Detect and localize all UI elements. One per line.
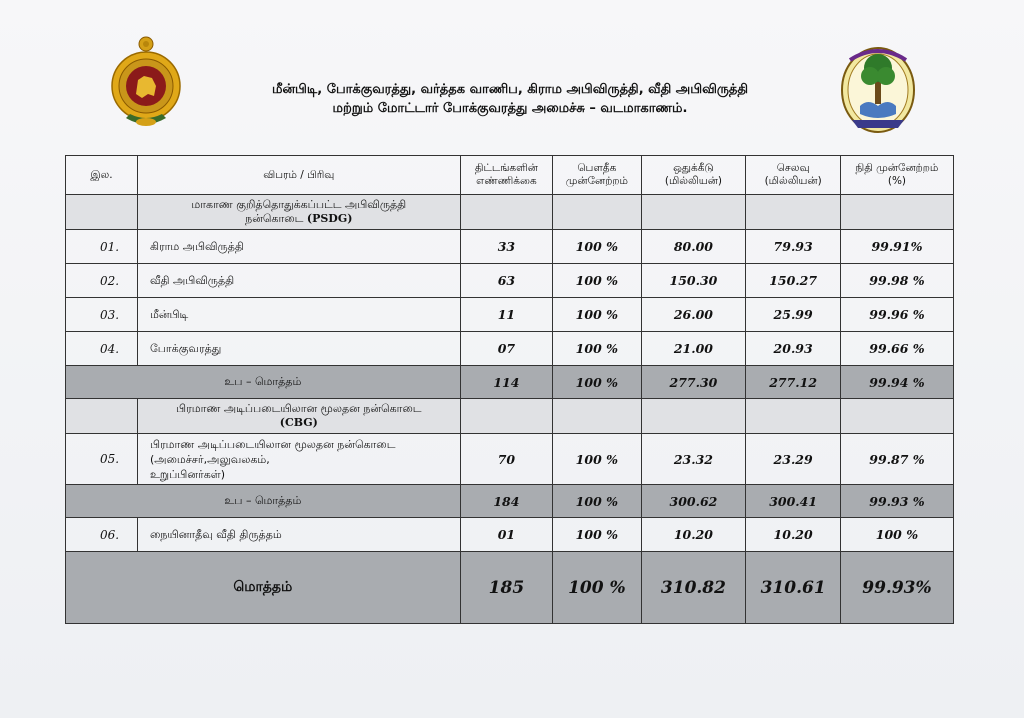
row-expenditure: 25.99 (746, 298, 841, 332)
row-no: 03. (66, 298, 138, 332)
subtotal-allocation: 300.62 (641, 485, 746, 518)
row-physical-progress: 100 % (553, 230, 641, 264)
row-physical-progress: 100 % (553, 298, 641, 332)
row-project-count: 63 (460, 264, 553, 298)
row-description: கிராம அபிவிருத்தி (137, 230, 460, 264)
header-project-count (460, 156, 553, 195)
header-project-count-line2: எண்ணிக்கை (476, 175, 537, 187)
row-no: 05. (66, 434, 138, 485)
table-row (66, 264, 954, 298)
row-expenditure: 150.27 (746, 264, 841, 298)
subtotal-financial-progress: 99.94 % (840, 366, 953, 399)
row-allocation: 150.30 (641, 264, 746, 298)
row-no: 02. (66, 264, 138, 298)
subtotal-label: உப – மொத்தம் (66, 485, 461, 518)
row-project-count: 33 (460, 230, 553, 264)
header-row (66, 156, 954, 195)
subtotal-allocation: 277.30 (641, 366, 746, 399)
section-psdg-line1: மாகாண குறித்தொதுக்கப்பட்ட அபிவிருத்தி (191, 198, 407, 211)
row-description: வீதி அபிவிருத்தி (137, 264, 460, 298)
total-allocation: 310.82 (641, 552, 746, 624)
row-allocation: 21.00 (641, 332, 746, 366)
row-financial-progress: 99.96 % (840, 298, 953, 332)
header-expenditure (746, 156, 841, 195)
header-physical-line2: முன்னேற்றம் (565, 175, 628, 187)
row-project-count: 70 (460, 434, 553, 485)
row-physical-progress: 100 % (553, 518, 641, 552)
row-physical-progress: 100 % (553, 264, 641, 298)
table-row (66, 332, 954, 366)
header-project-count-line1: திட்டங்களின் (474, 162, 538, 174)
row-description-line3: உறுப்பினர்கள்) (149, 467, 225, 481)
row-description: போக்குவரத்து (137, 332, 460, 366)
row-expenditure: 20.93 (746, 332, 841, 366)
row-financial-progress: 99.66 % (840, 332, 953, 366)
header-no: இல. (66, 156, 138, 195)
subtotal-expenditure: 277.12 (746, 366, 841, 399)
subtotal-row (66, 366, 954, 399)
progress-table (65, 155, 954, 624)
row-description-line1: பிரமாண அடிப்படையிலான மூலதன நன்கொடை (149, 437, 396, 451)
header-description: விபரம் / பிரிவு (137, 156, 460, 195)
row-no: 01. (66, 230, 138, 264)
row-no: 04. (66, 332, 138, 366)
row-project-count: 01 (460, 518, 553, 552)
row-description (137, 434, 460, 485)
header-allocation-line2: (மில்லியன்) (664, 175, 722, 187)
row-expenditure: 79.93 (746, 230, 841, 264)
table-row (66, 230, 954, 264)
title-line-1: மீன்பிடி, போக்குவரத்து, வர்த்தக வாணிப, கிராம அபிவிருத்தி, வீதி அபிவிருத்தி (271, 82, 749, 97)
section-psdg-title (137, 195, 460, 230)
section-psdg-code: (PSDG) (306, 212, 353, 225)
row-description: மீன்பிடி (137, 298, 460, 332)
document-title (200, 80, 820, 118)
total-label: மொத்தம் (66, 552, 461, 624)
header-physical-progress (553, 156, 641, 195)
section-cbg-code: (CBG) (279, 416, 318, 429)
section-psdg-row (66, 195, 954, 230)
row-financial-progress: 99.91% (840, 230, 953, 264)
total-physical-progress: 100 % (553, 552, 641, 624)
subtotal-project-count: 114 (460, 366, 553, 399)
row-expenditure: 23.29 (746, 434, 841, 485)
header-allocation (641, 156, 746, 195)
header-financial-line1: நிதி முன்னேற்றம் (855, 162, 939, 174)
subtotal-row (66, 485, 954, 518)
row-no: 06. (66, 518, 138, 552)
subtotal-project-count: 184 (460, 485, 553, 518)
total-row (66, 552, 954, 624)
table-row (66, 434, 954, 485)
northern-province-emblem-icon (838, 40, 918, 136)
row-description-line2: (அமைச்சர்,அலுவலகம், (149, 452, 270, 466)
header-expenditure-line1: செலவு (776, 162, 810, 174)
section-cbg-line1: பிரமாண அடிப்படையிலான மூலதன நன்கொடை (176, 402, 422, 415)
table-row (66, 518, 954, 552)
subtotal-physical-progress: 100 % (553, 366, 641, 399)
title-line-2: மற்றும் மோட்டார் போக்குவரத்து அமைச்சு – வடமாகாணம். (332, 101, 688, 116)
row-allocation: 26.00 (641, 298, 746, 332)
header-financial-line2: (%) (887, 175, 907, 187)
total-expenditure: 310.61 (746, 552, 841, 624)
row-physical-progress: 100 % (553, 332, 641, 366)
row-project-count: 11 (460, 298, 553, 332)
subtotal-expenditure: 300.41 (746, 485, 841, 518)
subtotal-label: உப – மொத்தம் (66, 366, 461, 399)
row-allocation: 23.32 (641, 434, 746, 485)
row-physical-progress: 100 % (553, 434, 641, 485)
row-project-count: 07 (460, 332, 553, 366)
header-allocation-line1: ஒதுக்கீடு (673, 162, 714, 174)
section-cbg-row (66, 399, 954, 434)
row-financial-progress: 99.98 % (840, 264, 953, 298)
subtotal-physical-progress: 100 % (553, 485, 641, 518)
total-financial-progress: 99.93% (840, 552, 953, 624)
total-project-count: 185 (460, 552, 553, 624)
row-financial-progress: 100 % (840, 518, 953, 552)
header-physical-line1: பௌதீக (577, 162, 617, 174)
section-cbg-title (137, 399, 460, 434)
section-psdg-line2: நன்கொடை (245, 212, 304, 225)
row-financial-progress: 99.87 % (840, 434, 953, 485)
subtotal-financial-progress: 99.93 % (840, 485, 953, 518)
sri-lanka-emblem-icon (108, 34, 184, 130)
header-expenditure-line2: (மில்லியன்) (764, 175, 822, 187)
table-row (66, 298, 954, 332)
row-expenditure: 10.20 (746, 518, 841, 552)
row-description: நையினாதீவு வீதி திருத்தம் (137, 518, 460, 552)
row-allocation: 80.00 (641, 230, 746, 264)
row-allocation: 10.20 (641, 518, 746, 552)
header-financial-progress (840, 156, 953, 195)
